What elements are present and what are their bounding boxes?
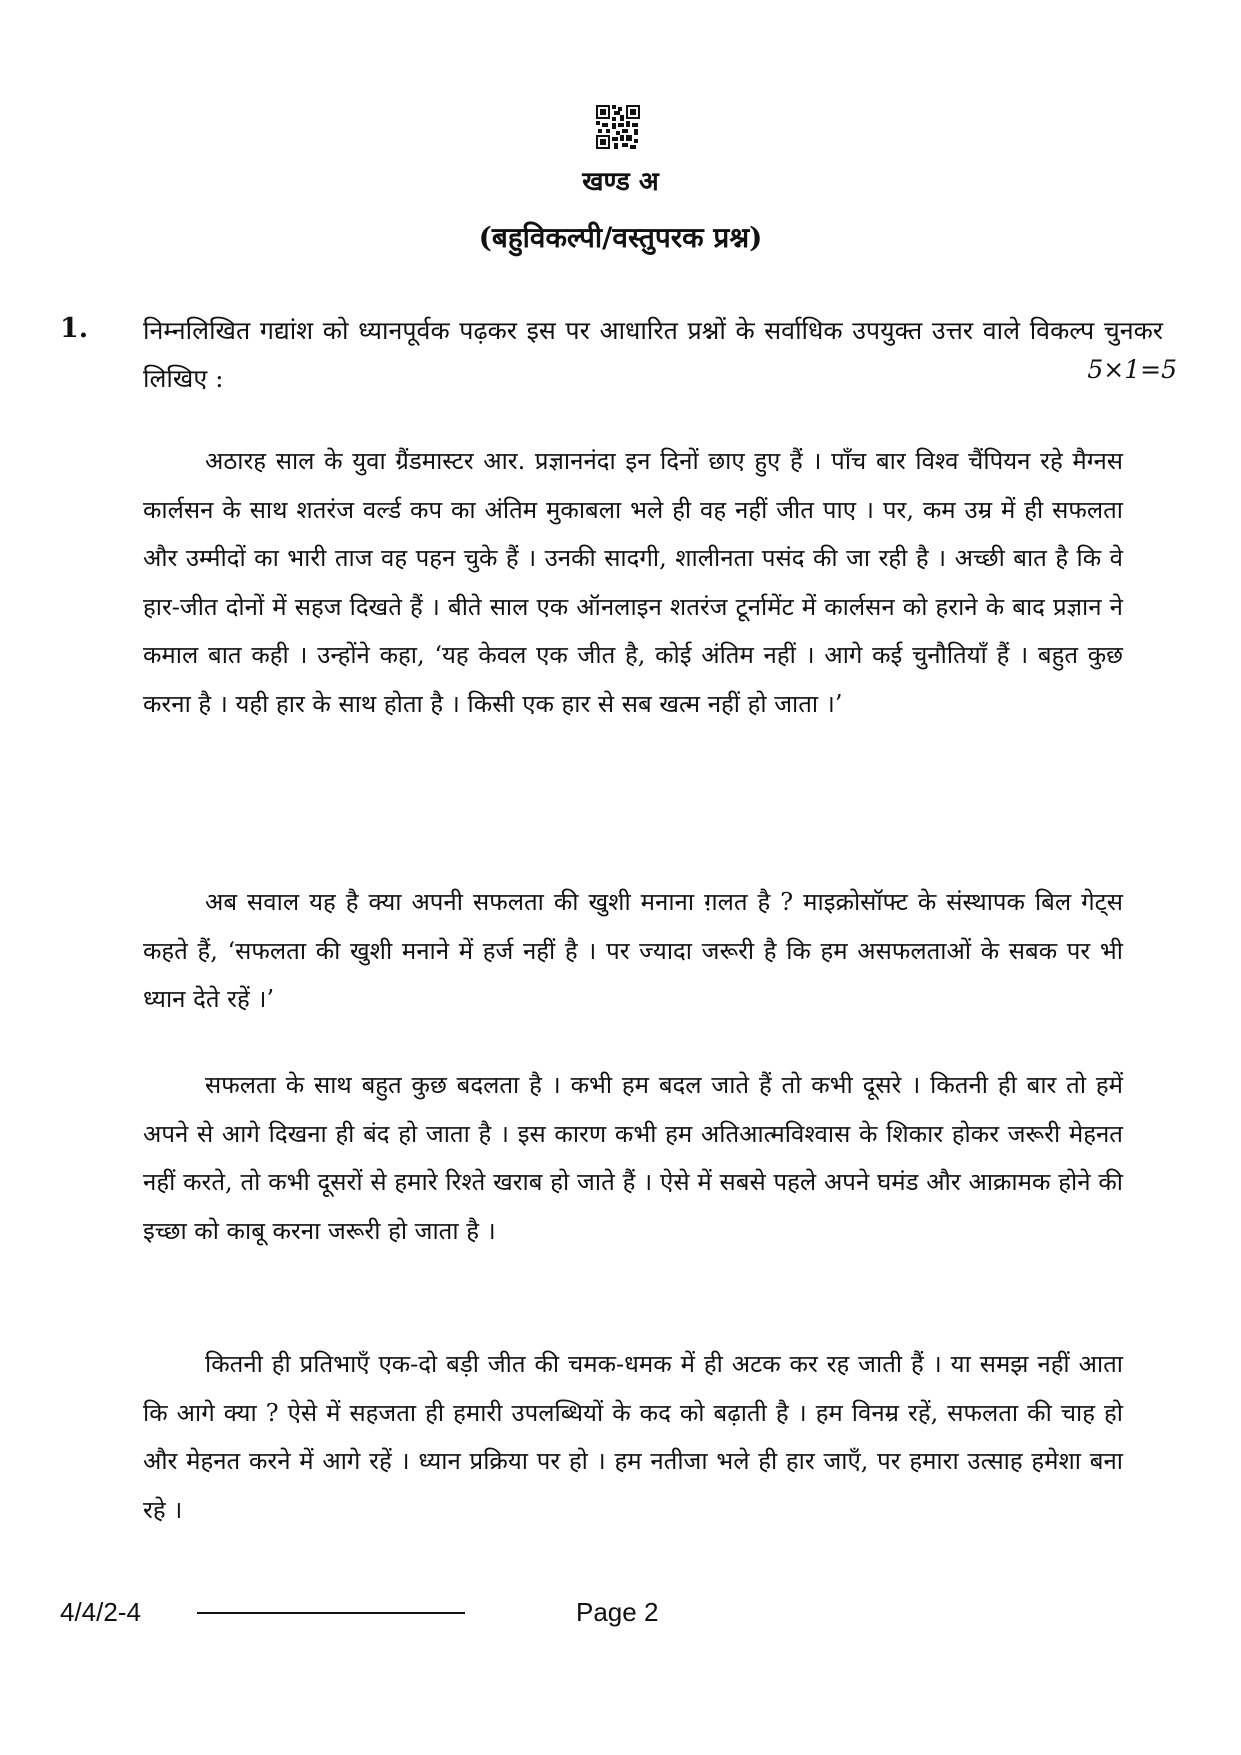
passage-paragraph-2: अब सवाल यह है क्या अपनी सफलता की खुशी मनाना ग़लत है ? माइक्रोसॉफ्ट के संस्थापक बिल गेट्स कहते हैं, ‘सफलता की खुशी मनाने में हर्ज नहीं है । पर ज्यादा जरूरी है कि हम असफलताओं के सबक पर भी ध्यान देते रहें ।’ <box>143 888 1123 1013</box>
question-marks: 5×1=5 <box>1087 355 1177 384</box>
question-instruction: निम्नलिखित गद्यांश को ध्यानपूर्वक पढ़कर इस पर आधारित प्रश्नों के सर्वाधिक उपयुक्त उत्तर वाले विकल्प चुनकर लिखिए : <box>143 316 1163 393</box>
passage-paragraph-4: कितनी ही प्रतिभाएँ एक-दो बड़ी जीत की चमक-धमक में ही अटक कर रह जाती हैं । या समझ नहीं आता कि आगे क्या ? ऐसे में सहजता ही हमारी उपलब्धियों के कद को बढ़ाती है । हम विनम्र रहें, सफलता की चाह हो और मेहनत करने में आगे रहें । ध्यान प्रक्रिया पर हो । हम नतीजा भले ही हार जाएँ, पर हमारा उत्साह हमेशा बना रहे । <box>143 1350 1123 1524</box>
page-number: Page 2 <box>576 1597 659 1627</box>
passage-paragraph-3: सफलता के साथ बहुत कुछ बदलता है । कभी हम बदल जाते हैं तो कभी दूसरे । कितनी ही बार तो हमें अपने से आगे दिखना ही बंद हो जाता है । इस कारण कभी हम अतिआत्मविश्वास के शिकार होकर जरूरी मेहनत नहीं करते, तो कभी दूसरों से हमारे रिश्ते खराब हो जाते हैं । ऐसे में सबसे पहले अपने घमंड और आक्रामक होने की इच्छा को काबू करना जरूरी हो जाता है । <box>143 1071 1123 1245</box>
qr-code-icon <box>596 105 640 149</box>
paper-code: 4/4/2-4 <box>60 1597 141 1627</box>
question-number: 1. <box>60 313 89 344</box>
section-title: खण्ड अ <box>582 167 659 197</box>
section-subtitle: (बहुविकल्पी/वस्तुपरक प्रश्न) <box>478 221 763 254</box>
passage-paragraph-1: अठारह साल के युवा ग्रैंडमास्टर आर. प्रज्ञाननंदा इन दिनों छाए हुए हैं । पाँच बार विश्व चैंपियन रहे मैग्नस कार्लसन के साथ शतरंज वर्ल्ड कप का अंतिम मुकाबला भले ही वह नहीं जीत पाए । पर, कम उम्र में ही सफलता और उम्मीदों का भारी ताज वह पहन चुके हैं । उनकी सादगी, शालीनता पसंद की जा रही है । अच्छी बात है कि वे हार-जीत दोनों में सहज दिखते हैं । बीते साल एक ऑनलाइन शतरंज टूर्नामेंट में कार्लसन को हराने के बाद प्रज्ञान ने कमाल बात कही । उन्होंने कहा, ‘यह केवल एक जीत है, कोई अंतिम नहीं । आगे कई चुनौतियाँ हैं । बहुत कुछ करना है । यही हार के साथ होता है । किसी एक हार से सब खत्म नहीं हो जाता ।’ <box>143 447 1123 718</box>
footer-divider <box>197 1612 465 1614</box>
